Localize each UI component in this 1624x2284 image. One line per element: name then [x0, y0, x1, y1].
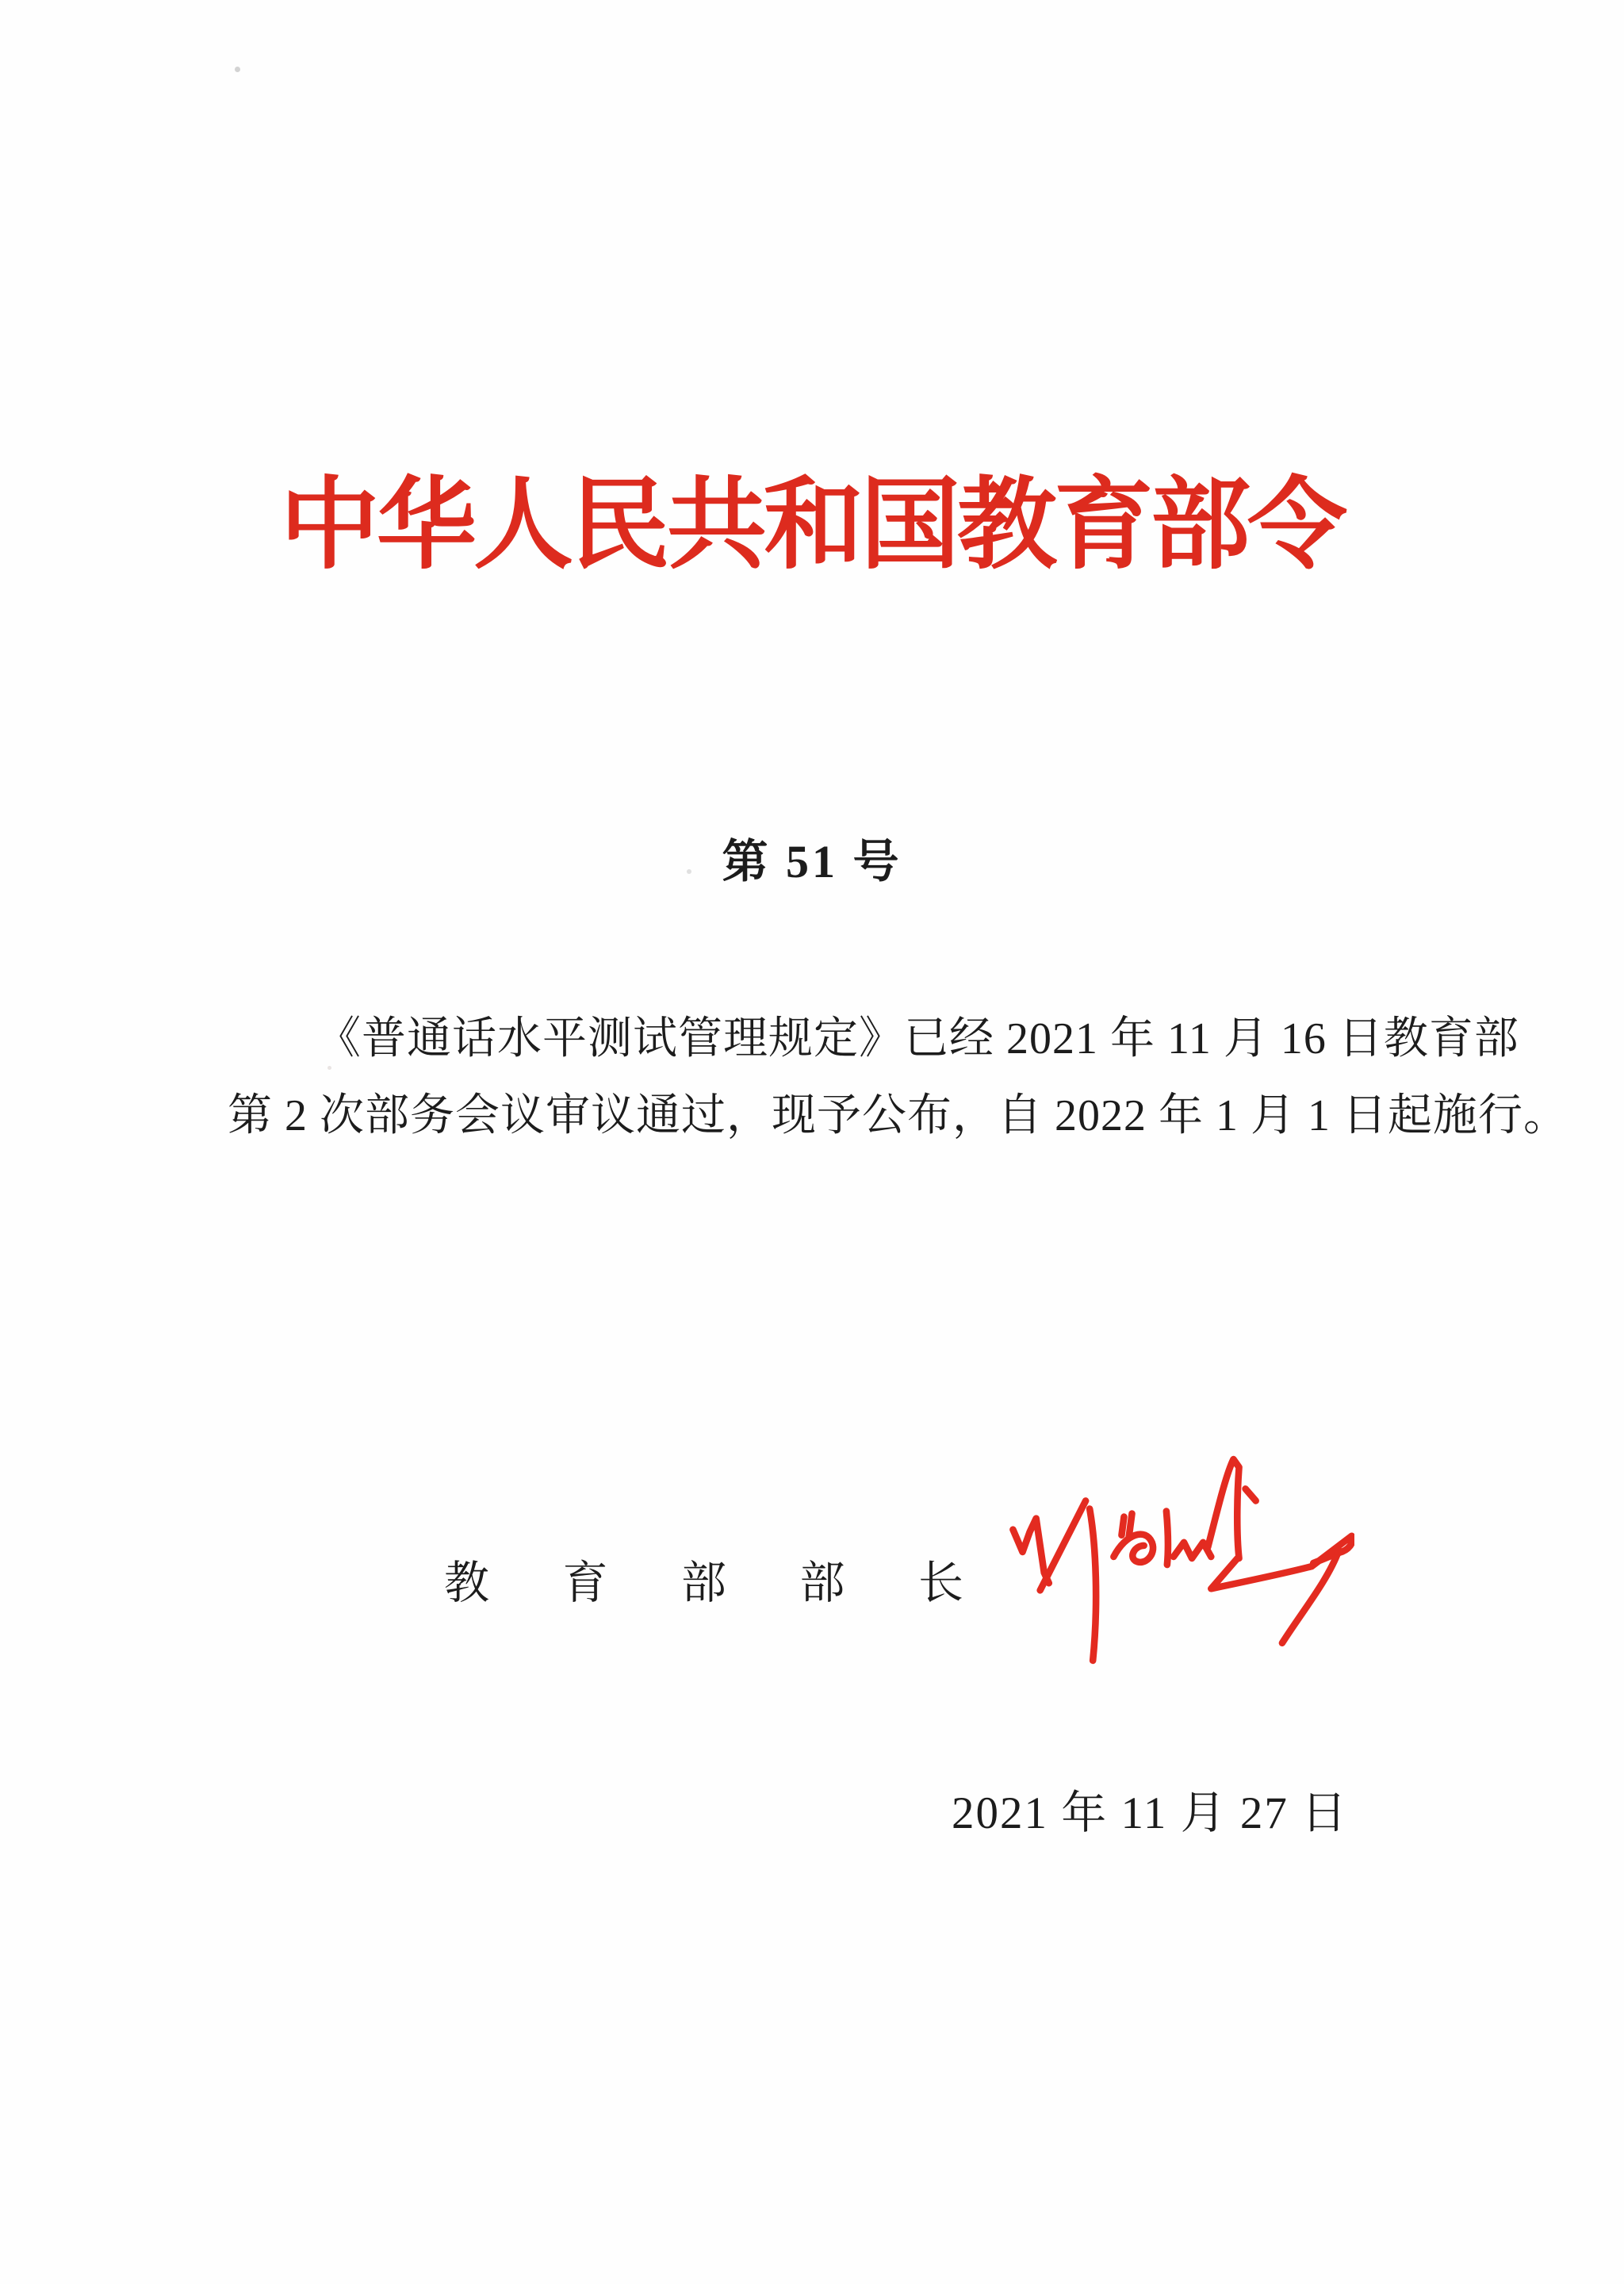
signer-title-char: 育	[562, 1558, 608, 1608]
scan-speck	[235, 67, 240, 72]
signer-title-row	[444, 1558, 963, 1608]
signer-title-char: 长	[918, 1558, 963, 1608]
body-line-2: 第 2 次部务会议审议通过，现予公布，自 2022 年 1 月 1 日起施行。	[228, 1091, 1568, 1140]
decree-body	[228, 1001, 1568, 1155]
signer-title-char: 教	[444, 1558, 489, 1608]
signer-title-char: 部	[799, 1558, 845, 1608]
minister-signature-icon	[1009, 1453, 1354, 1669]
decree-title: 中华人民共和国教育部令	[280, 466, 1344, 583]
body-line-1: 《普通话水平测试管理规定》已经 2021 年 11 月 16 日教育部	[316, 1014, 1519, 1063]
signer-title-char: 部	[681, 1558, 726, 1608]
issue-date: 2021 年 11 月 27 日	[952, 1788, 1349, 1838]
order-number: 第 51 号	[722, 836, 902, 887]
